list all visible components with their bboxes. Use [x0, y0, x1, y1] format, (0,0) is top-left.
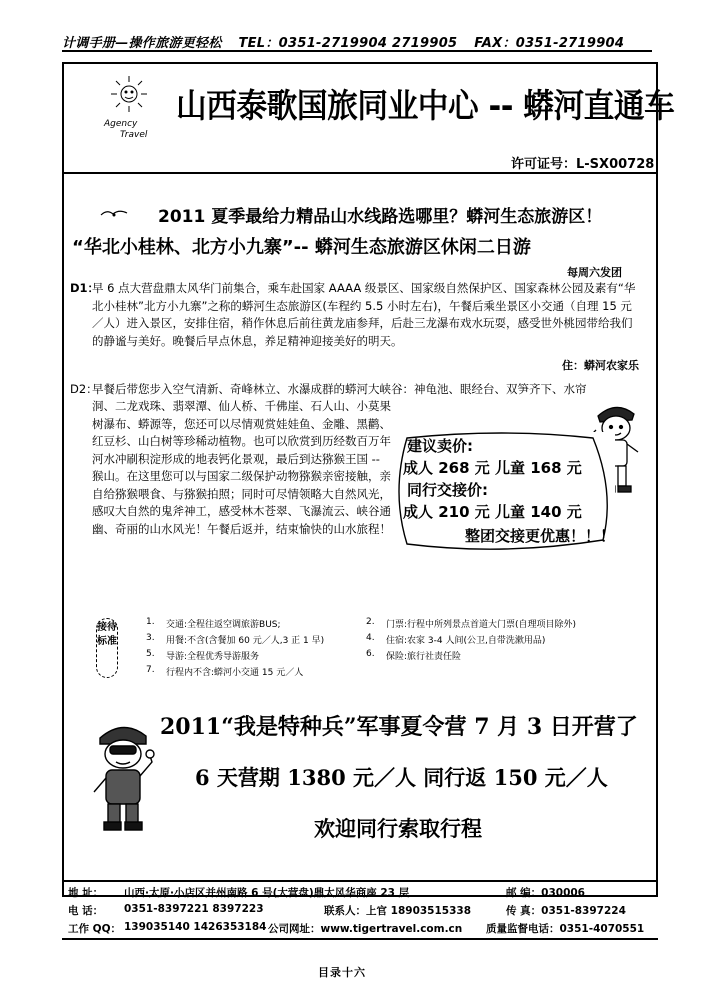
day2-itinerary: 洞、二龙戏珠、翡翠潭、仙人桥、千佛崖、石人山、小莫果树瀑布、蟒源等，您还可以尽情观赏娃娃鱼、金雕、黑鹳、红豆杉、山白树等珍稀动植物。也可以欣赏到历经数百万年河水冲刷积淀形成的地表钙化景观，最后到达猕猴王国 -- 猴山。在这里您可以与国家二级保护动物猕猴亲密接触，亲自给猕猴喂食、与猕猴拍照；同时可尽情领略大自然风光，感叹大自然的鬼斧神工，感受林木苍翠、飞瀑流云、峡谷通幽、奇丽的山水风光！午餐后返并，结束愉快的山水旅程！	[92, 399, 391, 536]
header-tel: TEL：0351-2719904 2719905	[238, 36, 458, 51]
qq-numbers: 139035140 1426353184	[124, 921, 267, 933]
camp-price: 6 天营期 1380 元／人 同行返 150 元／人	[195, 765, 608, 790]
departure-schedule: 每周六发团	[567, 266, 622, 279]
std-tickets: 门票:行程中所列景点首道大门票(自理项目除外)	[386, 620, 577, 630]
license-number: 许可证号：L-SX00728	[511, 157, 655, 172]
page-title: 山西泰歌国旅同业中心 -- 蟒河直通车	[176, 86, 675, 125]
svg-text:Travel: Travel	[120, 130, 148, 140]
day1-label: D1：	[70, 281, 100, 295]
service-standards-label: 接待标准	[96, 618, 118, 678]
phone: 0351-8397221 8397223	[124, 903, 264, 915]
quality-hotline: 质量监督电话：0351-4070551	[486, 923, 645, 935]
contact-person: 联系人：上官 18903515338	[324, 905, 472, 917]
address-label: 地 址：	[68, 887, 104, 899]
suggested-price-label: 建议卖价:	[407, 437, 473, 455]
postcode: 邮 编：030006	[506, 887, 585, 899]
std-item-num: 1.	[146, 617, 155, 627]
agency-logo	[90, 72, 168, 142]
std-lodging: 住宿:农家 3-4 人间(公卫,自带洗漱用品)	[386, 636, 546, 646]
contact-footer	[62, 880, 658, 940]
std-item-num: 4.	[366, 633, 375, 643]
std-item-num: 6.	[366, 649, 375, 659]
phone-label: 电 话：	[68, 905, 104, 917]
divider	[64, 172, 656, 174]
soldier-icon	[88, 718, 158, 832]
day2-itinerary-first-line: 早餐后带您步入空气清新、奇峰林立、水瀑成群的蟒河大峡谷：神龟池、眼经台、双笋齐下、水帘	[92, 382, 587, 396]
day1-itinerary: 早 6 点大营盘鼎太风华门前集合，乘车赴国家 AAAA 级景区、国家级自然保护区、国家森林公园及素有“华北小桂林”北方小九寨”之称的蟒河生态旅游区(车程约 5.5 小时左右)，午餐后乘坐景区小交通（自理 15 元／人）进入景区，安排住宿，稍作休息后前往黄龙庙参拜，后赴三龙瀑布戏水玩耍，感受世外桃园带给我们的静谧与美好。晚餐后早点休息，养足精神迎接美好的明天。	[92, 281, 636, 348]
std-guide: 导游:全程优秀导游服务	[166, 652, 260, 662]
qq-label: 工作 QQ：	[68, 923, 122, 935]
bird-icon	[100, 206, 128, 220]
suggested-price: 成人 268 元 儿童 168 元	[403, 459, 582, 477]
website-link[interactable]: 公司网址：www.tigertravel.com.cn	[268, 923, 463, 935]
std-transport: 交通:全程往返空调旅游BUS;	[166, 620, 281, 630]
slogan: 计调手册—操作旅游更轻松	[62, 36, 222, 51]
logo-text: Agency	[104, 119, 138, 129]
std-item-num: 5.	[146, 649, 155, 659]
std-item-num: 2.	[366, 617, 375, 627]
std-insurance: 保险:旅行社责任险	[386, 652, 462, 662]
address: 山西·太原·小店区并州南路 6 号(大营盘)鼎太风华商座 23 层	[124, 887, 410, 899]
std-item-num: 3.	[146, 633, 155, 643]
top-contact-bar	[62, 32, 652, 52]
footer-fax: 传 真：0351-8397224	[506, 905, 626, 917]
day2-label: D2：	[70, 382, 98, 396]
peer-price: 成人 210 元 儿童 140 元	[403, 503, 582, 521]
sun-logo-icon	[90, 72, 168, 142]
std-item-num: 7.	[146, 665, 155, 675]
lodging-info: 住：蟒河农家乐	[562, 359, 639, 372]
peer-price-label: 同行交接价:	[407, 481, 488, 499]
group-discount-note: 整团交接更优惠！！！	[465, 527, 616, 545]
route-title: “华北小桂林、北方小九寨”-- 蟒河生态旅游区休闲二日游	[72, 237, 531, 258]
price-box	[393, 432, 615, 552]
camp-title: 2011“我是特种兵”军事夏令营 7 月 3 日开营了	[160, 714, 638, 740]
soldier-mascot-illustration	[88, 718, 158, 832]
std-meals: 用餐:不含(含餐加 60 元／人,3 正 1 早)	[166, 636, 325, 646]
camp-note: 欢迎同行索取行程	[314, 816, 482, 841]
page-number: 目录十六	[318, 966, 366, 979]
season-headline: 2011 夏季最给力精品山水线路选哪里？蟒河生态旅游区！	[158, 207, 603, 227]
std-excluded: 行程内不含:蟒河小交通 15 元／人	[166, 668, 304, 678]
header-fax: FAX：0351-2719904	[474, 36, 625, 51]
